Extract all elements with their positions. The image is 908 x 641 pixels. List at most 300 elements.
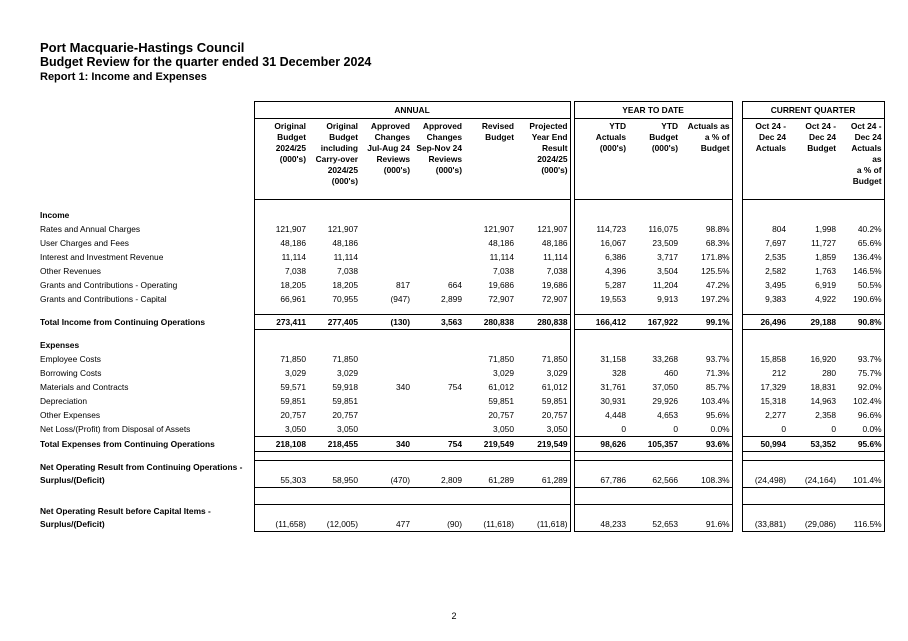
spacer-cell bbox=[360, 505, 412, 518]
value-cell: 18,831 bbox=[810, 382, 837, 392]
spacer-cell bbox=[574, 330, 628, 339]
value-cell: 4,922 bbox=[815, 294, 837, 304]
value-cell: 328 bbox=[574, 366, 628, 380]
spacer-cell bbox=[732, 222, 742, 236]
value-cell bbox=[412, 264, 464, 278]
value-cell: 804 bbox=[742, 222, 788, 236]
spacer-cell bbox=[788, 338, 838, 352]
column-header-row bbox=[38, 119, 884, 200]
value-cell: 3,029 bbox=[493, 368, 514, 378]
spacer-cell bbox=[516, 200, 570, 209]
value-cell: 18,205 bbox=[254, 278, 308, 292]
column-header-line: Budget bbox=[700, 143, 730, 153]
value-cell: (90) bbox=[412, 517, 464, 532]
value-cell: 3,029 bbox=[337, 368, 358, 378]
spacer-cell bbox=[732, 496, 742, 505]
row-label: User Charges and Fees bbox=[40, 238, 129, 248]
spacer-cell bbox=[574, 200, 628, 209]
table-row bbox=[38, 264, 884, 278]
spacer-cell bbox=[732, 380, 742, 394]
spacer-cell bbox=[574, 338, 628, 352]
column-header-line: (000's) bbox=[599, 143, 627, 153]
column-header-line: (000's) bbox=[435, 165, 462, 175]
column-header-line: Reviews bbox=[428, 154, 462, 164]
spacer-cell bbox=[360, 452, 412, 461]
income-expenses-table bbox=[38, 101, 885, 532]
spacer-cell bbox=[628, 208, 680, 222]
spacer-cell bbox=[732, 408, 742, 422]
value-cell: (947) bbox=[390, 294, 410, 304]
spacer-cell bbox=[412, 488, 464, 497]
spacer-cell bbox=[788, 208, 838, 222]
value-cell: 116.5% bbox=[838, 517, 884, 532]
section-label: Expenses bbox=[40, 340, 80, 350]
value-cell: 103.4% bbox=[680, 394, 732, 408]
report-title: Budget Review for the quarter ended 31 December 2024 bbox=[40, 55, 372, 69]
value-cell: 59,571 bbox=[254, 380, 308, 394]
column-header-line: Actuals bbox=[595, 132, 627, 142]
spacer-cell bbox=[412, 208, 464, 222]
row-label: Depreciation bbox=[40, 396, 88, 406]
value-cell: 125.5% bbox=[680, 264, 732, 278]
value-cell: (24,498) bbox=[742, 473, 788, 488]
column-header-line: Dec 24 bbox=[809, 132, 837, 142]
column-header-line: including bbox=[320, 143, 358, 153]
row-label: Employee Costs bbox=[40, 354, 101, 364]
net-operating-row-label bbox=[38, 461, 884, 474]
spacer-cell bbox=[254, 200, 308, 209]
table-row bbox=[38, 222, 884, 236]
value-cell: 3,504 bbox=[657, 266, 679, 276]
column-header-line: Budget bbox=[807, 143, 837, 153]
value-cell: 754 bbox=[448, 439, 462, 449]
spacer-cell bbox=[680, 200, 732, 209]
value-cell: 460 bbox=[664, 368, 679, 378]
value-cell: 71,850 bbox=[488, 354, 514, 364]
value-cell: 9,913 bbox=[657, 294, 679, 304]
spacer-cell bbox=[412, 330, 464, 339]
value-cell: 6,919 bbox=[815, 280, 837, 290]
value-cell: 72,907 bbox=[488, 294, 514, 304]
spacer-cell bbox=[308, 306, 360, 315]
value-cell: 59,851 bbox=[332, 396, 358, 406]
spacer-cell bbox=[838, 330, 884, 339]
column-header-line: Budget bbox=[485, 132, 514, 142]
value-cell: 71.3% bbox=[680, 366, 732, 380]
value-cell: 0 bbox=[742, 422, 788, 437]
spacer-cell bbox=[732, 352, 742, 366]
value-cell: 29,188 bbox=[810, 317, 837, 327]
value-cell: 7,038 bbox=[493, 266, 514, 276]
column-header-appr1 bbox=[360, 119, 412, 200]
value-cell: 218,108 bbox=[254, 437, 308, 452]
row-label: Total Expenses from Continuing Operations bbox=[40, 439, 215, 449]
value-cell bbox=[412, 222, 464, 236]
spacer-cell bbox=[412, 461, 464, 474]
value-cell: 65.6% bbox=[838, 236, 884, 250]
spacer-cell bbox=[254, 338, 308, 352]
column-header-line: Actuals as bbox=[687, 121, 730, 131]
spacer-cell bbox=[254, 461, 308, 474]
value-cell: 9,383 bbox=[742, 292, 788, 306]
spacer-cell bbox=[680, 306, 732, 315]
value-cell: 11,114 bbox=[254, 250, 308, 264]
spacer-cell bbox=[464, 452, 516, 461]
value-cell: 61,012 bbox=[516, 380, 570, 394]
value-cell: 2,582 bbox=[742, 264, 788, 278]
table-row bbox=[38, 408, 884, 422]
value-cell: 0 bbox=[788, 422, 838, 437]
value-cell: 212 bbox=[742, 366, 788, 380]
spacer-cell bbox=[308, 200, 360, 209]
value-cell: 29,926 bbox=[652, 396, 679, 406]
spacer-cell bbox=[732, 452, 742, 461]
value-cell: 0 bbox=[574, 422, 628, 437]
column-header-line: Budget bbox=[277, 132, 306, 142]
spacer-cell bbox=[838, 505, 884, 518]
value-cell: 3,050 bbox=[464, 422, 516, 437]
spacer-cell bbox=[360, 208, 412, 222]
table-row bbox=[38, 366, 884, 380]
spacer-cell bbox=[788, 306, 838, 315]
value-cell: 121,907 bbox=[254, 222, 308, 236]
value-cell: 1,763 bbox=[815, 266, 837, 276]
column-header-line: Projected bbox=[529, 121, 568, 131]
income-section-row bbox=[38, 208, 884, 222]
value-cell: 11,204 bbox=[653, 280, 679, 290]
value-cell: 3,563 bbox=[441, 317, 462, 327]
value-cell: 23,509 bbox=[652, 238, 679, 248]
spacer-cell bbox=[680, 461, 732, 474]
spacer-cell bbox=[308, 452, 360, 461]
group-annual: ANNUAL bbox=[254, 102, 570, 119]
spacer-cell bbox=[788, 505, 838, 518]
row-label: Net Operating Result from Continuing Operations - bbox=[40, 461, 243, 472]
value-cell: 190.6% bbox=[838, 292, 884, 306]
spacer-cell bbox=[628, 330, 680, 339]
value-cell: 3,717 bbox=[657, 252, 679, 262]
spacer-cell bbox=[464, 338, 516, 352]
spacer-cell bbox=[464, 461, 516, 474]
spacer-cell bbox=[412, 452, 464, 461]
column-header-line: Carry-over bbox=[315, 154, 358, 164]
spacer-cell bbox=[516, 208, 570, 222]
row-label: Borrowing Costs bbox=[40, 368, 102, 378]
value-cell: 6,386 bbox=[574, 250, 628, 264]
spacer-cell bbox=[412, 200, 464, 209]
spacer-cell bbox=[732, 488, 742, 497]
column-header-line: YTD bbox=[661, 121, 679, 131]
spacer-cell bbox=[742, 496, 788, 505]
report-header bbox=[40, 40, 371, 85]
value-cell: 52,653 bbox=[628, 517, 680, 532]
value-cell: 15,318 bbox=[742, 394, 788, 408]
column-header-line: (000's) bbox=[331, 176, 358, 186]
value-cell: 277,405 bbox=[327, 317, 358, 327]
value-cell: 664 bbox=[448, 280, 462, 290]
spacer-cell bbox=[732, 200, 742, 209]
spacer-cell bbox=[838, 452, 884, 461]
value-cell: 31,158 bbox=[574, 352, 628, 366]
value-cell: 146.5% bbox=[838, 264, 884, 278]
value-cell: (33,881) bbox=[742, 517, 788, 532]
row-label: Surplus/(Deficit) bbox=[40, 475, 105, 486]
spacer-cell bbox=[254, 505, 308, 518]
value-cell: 121,907 bbox=[483, 224, 514, 234]
value-cell: 280 bbox=[822, 368, 837, 378]
column-header-line: (000's) bbox=[383, 165, 410, 175]
spacer-cell bbox=[516, 452, 570, 461]
value-cell: 66,961 bbox=[254, 292, 308, 306]
column-header-cq_bud bbox=[788, 119, 838, 200]
value-cell: 7,038 bbox=[516, 264, 570, 278]
spacer-cell bbox=[732, 119, 742, 200]
value-cell: 101.4% bbox=[838, 473, 884, 488]
value-cell: 136.4% bbox=[838, 250, 884, 264]
value-cell: 340 bbox=[396, 382, 410, 392]
value-cell: 273,411 bbox=[254, 315, 308, 330]
spacer-cell bbox=[732, 102, 742, 119]
section-label: Income bbox=[40, 210, 70, 220]
value-cell: 48,186 bbox=[332, 238, 358, 248]
spacer-cell bbox=[516, 461, 570, 474]
value-cell bbox=[360, 250, 412, 264]
value-cell: 116,075 bbox=[648, 224, 679, 234]
spacer-cell bbox=[838, 338, 884, 352]
spacer-cell bbox=[838, 461, 884, 474]
column-header-line: Reviews bbox=[376, 154, 410, 164]
spacer-cell bbox=[742, 505, 788, 518]
spacer-cell bbox=[464, 488, 516, 497]
spacer-cell bbox=[38, 496, 254, 505]
value-cell: (11,658) bbox=[254, 517, 308, 532]
column-header-line: YTD bbox=[609, 121, 627, 131]
spacer-cell bbox=[732, 208, 742, 222]
value-cell: 95.6% bbox=[838, 437, 884, 452]
value-cell: 20,757 bbox=[516, 408, 570, 422]
column-header-line: Oct 24 - bbox=[755, 121, 787, 131]
value-cell: 31,761 bbox=[574, 380, 628, 394]
spacer-cell bbox=[254, 452, 308, 461]
spacer-cell bbox=[680, 208, 732, 222]
column-header-line: Original bbox=[326, 121, 358, 131]
spacer-cell bbox=[742, 330, 788, 339]
spacer-cell bbox=[742, 461, 788, 474]
column-header-line: Dec 24 bbox=[759, 132, 787, 142]
spacer-cell bbox=[680, 338, 732, 352]
value-cell bbox=[412, 408, 464, 422]
spacer-cell bbox=[628, 338, 680, 352]
value-cell: 197.2% bbox=[680, 292, 732, 306]
value-cell: 55,303 bbox=[254, 473, 308, 488]
spacer-cell bbox=[838, 488, 884, 497]
value-cell bbox=[360, 222, 412, 236]
value-cell: 95.6% bbox=[680, 408, 732, 422]
row-label: Interest and Investment Revenue bbox=[40, 252, 164, 262]
spacer-cell bbox=[360, 496, 412, 505]
row-label: Surplus/(Deficit) bbox=[40, 519, 105, 530]
value-cell: 20,757 bbox=[332, 410, 358, 420]
value-cell bbox=[360, 236, 412, 250]
spacer-cell bbox=[38, 119, 254, 200]
value-cell: 219,549 bbox=[516, 437, 570, 452]
value-cell: 19,686 bbox=[516, 278, 570, 292]
column-header-revised bbox=[464, 119, 516, 200]
group-current-quarter: CURRENT QUARTER bbox=[742, 102, 884, 119]
column-header-line: Budget bbox=[649, 132, 679, 142]
spacer-cell bbox=[742, 488, 788, 497]
value-cell: 61,012 bbox=[488, 382, 514, 392]
column-header-line: 2024/25 bbox=[275, 143, 306, 153]
column-header-line: Budget bbox=[329, 132, 358, 142]
value-cell: 59,918 bbox=[332, 382, 358, 392]
value-cell bbox=[412, 352, 464, 366]
row-label: Grants and Contributions - Operating bbox=[40, 280, 178, 290]
value-cell: (130) bbox=[390, 317, 410, 327]
net-capital-row-label bbox=[38, 505, 884, 518]
value-cell: 93.7% bbox=[680, 352, 732, 366]
spacer-cell bbox=[308, 208, 360, 222]
spacer-cell bbox=[574, 208, 628, 222]
spacer-cell bbox=[628, 496, 680, 505]
value-cell: (24,164) bbox=[788, 473, 838, 488]
value-cell: 0 bbox=[628, 422, 680, 437]
spacer-cell bbox=[838, 200, 884, 209]
value-cell: 33,268 bbox=[652, 354, 679, 364]
value-cell: 48,186 bbox=[488, 238, 514, 248]
spacer-cell bbox=[254, 330, 308, 339]
value-cell bbox=[360, 366, 412, 380]
value-cell: 11,727 bbox=[811, 238, 837, 248]
value-cell: 3,050 bbox=[308, 422, 360, 437]
group-header-row bbox=[38, 102, 884, 119]
spacer-cell bbox=[838, 496, 884, 505]
value-cell: 50,994 bbox=[742, 437, 788, 452]
value-cell: 61,289 bbox=[464, 473, 516, 488]
report-subtitle: Report 1: Income and Expenses bbox=[40, 71, 207, 83]
table-row bbox=[38, 422, 884, 437]
row-label: Materials and Contracts bbox=[40, 382, 129, 392]
value-cell: 121,907 bbox=[327, 224, 358, 234]
column-header-line: (000's) bbox=[651, 143, 679, 153]
spacer-cell bbox=[308, 461, 360, 474]
spacer-cell bbox=[360, 306, 412, 315]
spacer-cell bbox=[516, 306, 570, 315]
spacer-cell bbox=[742, 208, 788, 222]
value-cell: 99.1% bbox=[680, 315, 732, 330]
value-cell: 817 bbox=[396, 280, 410, 290]
net-operating-row bbox=[38, 473, 884, 488]
row-label: Other Expenses bbox=[40, 410, 101, 420]
value-cell: 171.8% bbox=[680, 250, 732, 264]
spacer-cell bbox=[788, 488, 838, 497]
value-cell: 15,858 bbox=[742, 352, 788, 366]
value-cell: 71,850 bbox=[254, 352, 308, 366]
spacer-cell bbox=[732, 278, 742, 292]
value-cell: (12,005) bbox=[308, 517, 360, 532]
value-cell: 166,412 bbox=[574, 315, 628, 330]
spacer-cell bbox=[732, 250, 742, 264]
spacer-cell bbox=[516, 488, 570, 497]
value-cell bbox=[360, 422, 412, 437]
spacer-cell bbox=[254, 306, 308, 315]
value-cell: 11,114 bbox=[489, 252, 514, 262]
spacer-cell bbox=[788, 452, 838, 461]
value-cell: 754 bbox=[448, 382, 462, 392]
value-cell: 37,050 bbox=[652, 382, 679, 392]
spacer-cell bbox=[732, 394, 742, 408]
spacer-cell bbox=[254, 488, 308, 497]
spacer-cell bbox=[732, 422, 742, 437]
column-header-orig bbox=[254, 119, 308, 200]
spacer-row bbox=[38, 306, 884, 315]
value-cell: 7,697 bbox=[742, 236, 788, 250]
value-cell bbox=[412, 366, 464, 380]
column-header-ytd_bud bbox=[628, 119, 680, 200]
value-cell: 105,357 bbox=[647, 439, 679, 449]
spacer-cell bbox=[38, 330, 254, 339]
value-cell bbox=[412, 422, 464, 437]
spacer-cell bbox=[732, 366, 742, 380]
value-cell: 4,448 bbox=[574, 408, 628, 422]
spacer-cell bbox=[308, 330, 360, 339]
spacer-cell bbox=[680, 452, 732, 461]
value-cell: 3,029 bbox=[254, 366, 308, 380]
spacer-cell bbox=[742, 338, 788, 352]
value-cell: 108.3% bbox=[680, 473, 732, 488]
row-label: Other Revenues bbox=[40, 266, 101, 276]
spacer-cell bbox=[788, 330, 838, 339]
column-header-line: 2024/25 bbox=[537, 154, 568, 164]
value-cell: 16,067 bbox=[574, 236, 628, 250]
value-cell: 61,289 bbox=[516, 473, 570, 488]
value-cell: 48,186 bbox=[254, 236, 308, 250]
value-cell: 72,907 bbox=[516, 292, 570, 306]
value-cell bbox=[360, 408, 412, 422]
value-cell: 5,287 bbox=[574, 278, 628, 292]
row-label: Net Operating Result before Capital Items - bbox=[40, 505, 211, 516]
spacer-cell bbox=[412, 338, 464, 352]
column-header-cq_pct bbox=[838, 119, 884, 200]
spacer-cell bbox=[38, 488, 254, 497]
spacer-cell bbox=[516, 330, 570, 339]
expense-total-row bbox=[38, 437, 884, 452]
value-cell: 90.8% bbox=[838, 315, 884, 330]
spacer-cell bbox=[574, 452, 628, 461]
value-cell: 340 bbox=[396, 439, 410, 449]
value-cell bbox=[360, 394, 412, 408]
spacer-cell bbox=[628, 452, 680, 461]
spacer-cell bbox=[732, 292, 742, 306]
spacer-cell bbox=[516, 496, 570, 505]
value-cell: 59,851 bbox=[516, 394, 570, 408]
spacer-cell bbox=[464, 330, 516, 339]
value-cell: 0.0% bbox=[680, 422, 732, 437]
column-header-appr2 bbox=[412, 119, 464, 200]
value-cell: 93.6% bbox=[680, 437, 732, 452]
value-cell: 48,233 bbox=[574, 517, 628, 532]
value-cell bbox=[412, 394, 464, 408]
value-cell: 7,038 bbox=[337, 266, 358, 276]
column-header-line: Year End bbox=[531, 132, 568, 142]
spacer-cell bbox=[732, 473, 742, 488]
expenses-section-row bbox=[38, 338, 884, 352]
value-cell: 2,899 bbox=[441, 294, 462, 304]
table-row bbox=[38, 236, 884, 250]
spacer-cell bbox=[574, 505, 628, 518]
spacer-cell bbox=[680, 488, 732, 497]
spacer-cell bbox=[38, 452, 254, 461]
